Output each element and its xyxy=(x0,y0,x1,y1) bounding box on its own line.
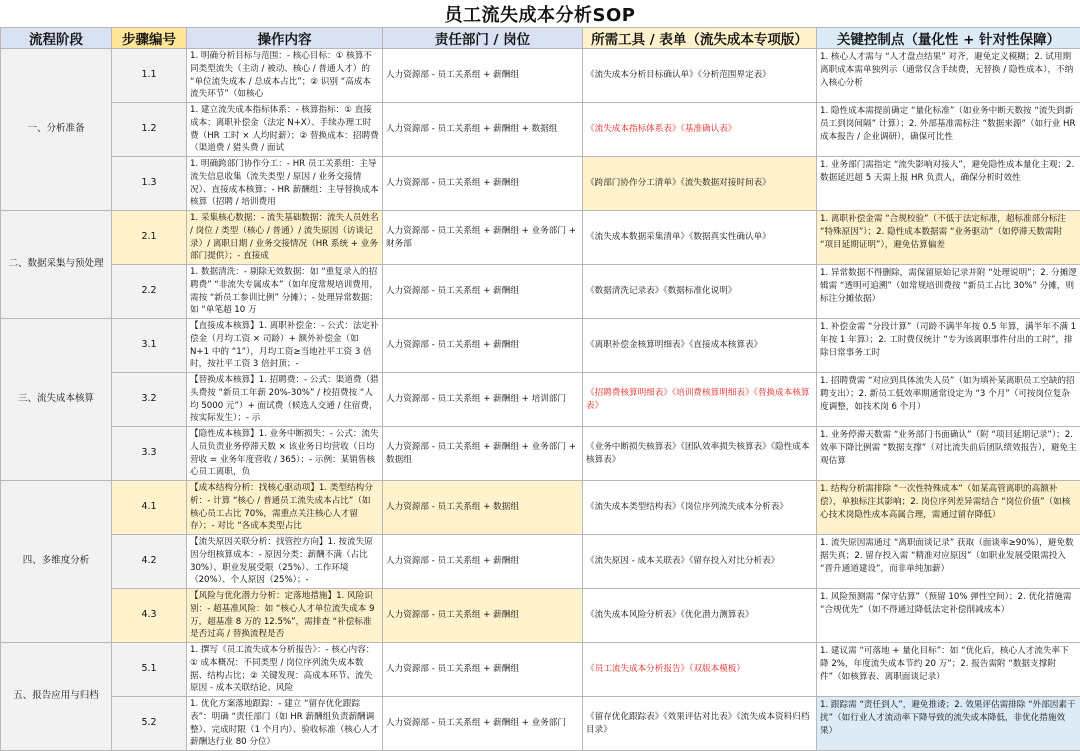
tools-cell[interactable]: 《招聘费核算明细表》《培训费核算明细表》《替换成本核算表》 xyxy=(583,373,817,427)
step-cell[interactable]: 5.1 xyxy=(112,643,187,697)
ctrl-text: 1. 异常数据不得删除，需保留原始记录并附 “处理说明”；2. 分摊逻辑需 “透明可追溯”（如常规培训费按 “新员工占比 30%” 分摊，则标注分摊依据） xyxy=(820,267,1077,318)
ctrl-text: 1. 业务停滞天数需 “业务部门书面确认”（附 “项目延期记录”）；2. 效率下降比例需 “数据支撑”（对比流失前后团队绩效报告），避免主观估算 xyxy=(820,429,1077,480)
op-text: 【流失原因关联分析：找管控方向】1. 按流失原因分组核算成本：- 原因分类：薪酬不满（占比 30%）、职业发展受限（25%）、工作环境（20%）、个人原因（25%）；- xyxy=(190,536,379,588)
ctrl-text: 1. 补偿金需 “分段计算”（司龄不满半年按 0.5 年算，满半年不满 1 年按 1 年算）；2. 工时费仅统计 “专为该离职事件付出的工时”，排除日常事务工时 xyxy=(820,321,1077,372)
header-tools[interactable]: 所需工具 / 表单（流失成本专项版） xyxy=(583,28,817,49)
table-row xyxy=(1,535,1080,589)
table-row xyxy=(1,157,1080,211)
op-text: 1. 撰写《员工流失成本分析报告》：- 核心内容：① 成本概况：不同类型 / 岗位序列流失成本数据、结构占比；② 关键发现：高成本环节、流失原因 - 成本关联结论、风险 xyxy=(190,644,379,696)
dept-cell[interactable]: 人力资源部 - 员工关系组 + 数据组 xyxy=(383,481,583,535)
op-cell[interactable] xyxy=(187,319,383,373)
ctrl-cell[interactable] xyxy=(817,103,1080,157)
header-step[interactable]: 步骤编号 xyxy=(112,28,187,49)
op-text: 【风险与优化潜力分析：定落地措施】1. 风险识别：- 超基准风险：如 “核心人才单位流失成本 9 万，超基准 8 万的 12.5%”，需排查 “补偿标准是否过高 / 替换流程是否 xyxy=(190,590,379,642)
tools-cell[interactable]: 《数据清洗记录表》《数据标准化说明》 xyxy=(583,265,817,319)
step-cell[interactable]: 2.1 xyxy=(112,211,187,265)
dept-cell[interactable]: 人力资源部 - 员工关系组 + 薪酬组 + 业务部门 xyxy=(383,697,583,751)
table-row xyxy=(1,373,1080,427)
ctrl-cell[interactable] xyxy=(817,697,1080,751)
header-ctrl[interactable]: 关键控制点（量化性 + 针对性保障） xyxy=(817,28,1080,49)
op-cell[interactable] xyxy=(187,427,383,481)
dept-cell[interactable]: 人力资源部 - 员工关系组 + 薪酬组 xyxy=(383,589,583,643)
ctrl-cell[interactable] xyxy=(817,157,1080,211)
dept-cell[interactable]: 人力资源部 - 员工关系组 + 薪酬组 + 培训部门 xyxy=(383,373,583,427)
ctrl-text: 1. 跟踪需 “责任到人”，避免推诿；2. 效果评估需排除 “外部因素干扰”（如行业人才流动率下降导致的流失成本降低，非优化措施效果） xyxy=(820,699,1077,750)
op-cell[interactable] xyxy=(187,589,383,643)
tools-cell[interactable]: 《流失原因 - 成本关联表》《留存投入对比分析表》 xyxy=(583,535,817,589)
ctrl-cell[interactable] xyxy=(817,373,1080,427)
op-cell[interactable] xyxy=(187,697,383,751)
stage-cell[interactable]: 三、流失成本核算 xyxy=(1,319,112,481)
op-cell[interactable] xyxy=(187,265,383,319)
op-cell[interactable] xyxy=(187,49,383,103)
ctrl-text: 1. 招聘费需 “对应到具体流失人员”（如为填补某离职员工空缺的招聘支出）；2. 新员工低效率期通常设定为 “3 个月”（可按岗位复杂度调整，如技术岗 6 个月） xyxy=(820,375,1077,426)
header-row xyxy=(1,28,1080,49)
ctrl-text: 1. 风险预测需 “保守估算”（预留 10% 弹性空间）；2. 优化措施需 “合规优先”（如不得通过降低法定补偿削减成本） xyxy=(820,591,1077,642)
ctrl-text: 1. 核心人才需与 “人才盘点结果” 对齐，避免定义模糊；2. 试用期离职成本需单独列示（通常仅含手续费，无替换 / 隐性成本），不纳入核心分析 xyxy=(820,51,1077,102)
step-cell[interactable]: 1.3 xyxy=(112,157,187,211)
op-cell[interactable] xyxy=(187,643,383,697)
ctrl-text: 1. 离职补偿金需 “合规校验”（不低于法定标准，超标准部分标注 “特殊原因”）；2. 隐性成本数据需 “业务驱动”（如停滞天数需附 “项目延期证明”），避免估算偏差 xyxy=(820,213,1077,264)
table-row xyxy=(1,481,1080,535)
op-text: 【隐性成本核算】1. 业务中断损失：- 公式：流失人员负责业务停滞天数 × 该业务日均营收（日均营收 = 业务年度营收 / 365）；- 示例：某销售核心员工离职，负 xyxy=(190,428,379,480)
ctrl-cell[interactable] xyxy=(817,319,1080,373)
stage-cell[interactable]: 四、多维度分析 xyxy=(1,481,112,643)
ctrl-cell[interactable] xyxy=(817,427,1080,481)
tools-cell[interactable]: 《流失成本分析目标确认单》《分析范围界定表》 xyxy=(583,49,817,103)
op-cell[interactable] xyxy=(187,211,383,265)
table-row xyxy=(1,427,1080,481)
table-row xyxy=(1,643,1080,697)
table-row xyxy=(1,319,1080,373)
ctrl-text: 1. 业务部门需指定 “流失影响对接人”，避免隐性成本量化主观；2. 数据延迟超 5 天需上报 HR 负责人，确保分析时效性 xyxy=(820,159,1077,210)
header-stage[interactable]: 流程阶段 xyxy=(1,28,112,49)
tools-cell[interactable]: 《留存优化跟踪表》《效果评估对比表》《流失成本资料归档目录》 xyxy=(583,697,817,751)
op-cell[interactable] xyxy=(187,481,383,535)
ctrl-text: 1. 建议需 “可落地 + 量化目标”：如 “优化后，核心人才流失率下降 2%，年度流失成本节约 20 万”；2. 报告需附 “数据支撑附件”（如核算表、离职面谈记录） xyxy=(820,645,1077,696)
step-cell[interactable]: 3.2 xyxy=(112,373,187,427)
step-cell[interactable]: 4.1 xyxy=(112,481,187,535)
step-cell[interactable]: 4.3 xyxy=(112,589,187,643)
tools-cell[interactable]: 《跨部门协作分工清单》《流失数据对接时间表》 xyxy=(583,157,817,211)
stage-cell[interactable]: 五、报告应用与归档 xyxy=(1,643,112,751)
op-text: 1. 优化方案落地跟踪：- 建立 “留存优化跟踪表”：明确 “责任部门（如 HR 薪酬组负责薪酬调整）、完成时限（1 个月内）、验收标准（核心人才薪酬达行业 80 分位） xyxy=(190,698,379,750)
ctrl-cell[interactable] xyxy=(817,535,1080,589)
op-text: 【直接成本核算】1. 离职补偿金：- 公式：法定补偿金（月均工资 × 司龄）+ 额外补偿金（如 N+1 中的 “1”），月均工资≥当地社平工资 3 倍时，按社平工资 3 倍封顶；- xyxy=(190,320,379,372)
stage-cell[interactable]: 一、分析准备 xyxy=(1,49,112,211)
table-row xyxy=(1,211,1080,265)
step-cell[interactable]: 1.2 xyxy=(112,103,187,157)
step-cell[interactable]: 5.2 xyxy=(112,697,187,751)
op-text: 【替换成本核算】1. 招聘费：- 公式：渠道费（猎头费按 “新员工年薪 20%-30%” / 校招费按 “人均 5000 元”）+ 面试费（候选人交通 / 住宿费，按实际发生）；- 示 xyxy=(190,374,379,426)
dept-cell[interactable]: 人力资源部 - 员工关系组 + 薪酬组 + 业务部门 + 数据组 xyxy=(383,427,583,481)
ctrl-cell[interactable] xyxy=(817,643,1080,697)
tools-cell[interactable]: 《业务中断损失核算表》《团队效率损失核算表》《隐性成本核算表》 xyxy=(583,427,817,481)
tools-cell[interactable]: 《流失成本指标体系表》《基准确认表》 xyxy=(583,103,817,157)
op-text: 1. 数据清洗：- 剔除无效数据：如 “重复录入的招聘费” “非流失专属成本”（如年度常规培训费用，需按 “新员工参训比例” 分摊）；- 处理异常数据：如 “单笔超 10 万 xyxy=(190,266,379,318)
step-cell[interactable]: 2.2 xyxy=(112,265,187,319)
tools-cell[interactable]: 《流失成本数据采集清单》《数据真实性确认单》 xyxy=(583,211,817,265)
op-text: 1. 建立流失成本指标体系：- 核算指标：① 直接成本：离职补偿金（法定 N+X）、手续办理工时费（HR 工时 × 人均时薪）；② 替换成本：招聘费（渠道费 / 猎头费 / 面试 xyxy=(190,104,379,156)
tools-cell[interactable]: 《流失成本类型结构表》《岗位序列流失成本分析表》 xyxy=(583,481,817,535)
table-row xyxy=(1,589,1080,643)
header-dept[interactable]: 责任部门 / 岗位 xyxy=(383,28,583,49)
tools-cell[interactable]: 《离职补偿金核算明细表》《直接成本核算表》 xyxy=(583,319,817,373)
table-row xyxy=(1,49,1080,103)
dept-cell[interactable]: 人力资源部 - 员工关系组 + 薪酬组 xyxy=(383,49,583,103)
ctrl-cell[interactable] xyxy=(817,211,1080,265)
op-cell[interactable] xyxy=(187,373,383,427)
table-row xyxy=(1,103,1080,157)
step-cell[interactable]: 3.1 xyxy=(112,319,187,373)
table-row xyxy=(1,265,1080,319)
op-text: 【成本结构分析：找核心驱动项】1. 类型结构分析：- 计算 “核心 / 普通员工流失成本占比”（如核心员工占比 70%，需重点关注核心人才留存）；- 对比 “各成本类型占比 xyxy=(190,482,379,534)
dept-cell[interactable]: 人力资源部 - 员工关系组 + 薪酬组 xyxy=(383,319,583,373)
ctrl-text: 1. 隐性成本需提前确定 “量化标准”（如业务中断天数按 “流失到新员工到岗间隔” 计算）；2. 外部基准需标注 “数据来源”（如行业 HR 成本报告 / 企业调研），确保可比性 xyxy=(820,105,1077,156)
ctrl-cell[interactable] xyxy=(817,589,1080,643)
dept-cell[interactable]: 人力资源部 - 员工关系组 + 薪酬组 xyxy=(383,265,583,319)
step-cell[interactable]: 3.3 xyxy=(112,427,187,481)
stage-cell[interactable]: 二、数据采集与预处理 xyxy=(1,211,112,319)
op-cell[interactable] xyxy=(187,103,383,157)
dept-cell[interactable]: 人力资源部 - 员工关系组 + 薪酬组 xyxy=(383,643,583,697)
op-cell[interactable] xyxy=(187,157,383,211)
ctrl-cell[interactable] xyxy=(817,481,1080,535)
ctrl-cell[interactable] xyxy=(817,265,1080,319)
dept-cell[interactable]: 人力资源部 - 员工关系组 + 薪酬组 xyxy=(383,157,583,211)
step-cell[interactable]: 4.2 xyxy=(112,535,187,589)
op-text: 1. 明确跨部门协作分工：- HR 员工关系组：主导流失信息收集（流失类型 / 原因 / 业务交接情况）、直接成本核算；- HR 薪酬组：主导替换成本核算（招聘 / 培训费用 xyxy=(190,158,379,210)
ctrl-text: 1. 流失原因需通过 “离职面谈记录” 获取（面谈率≥90%），避免数据失真；2. 留存投入需 “精准对应原因”（如职业发展受限需投入 “晋升通道建设”，而非单纯加薪） xyxy=(820,537,1077,588)
dept-cell[interactable]: 人力资源部 - 员工关系组 + 薪酬组 + 业务部门 + 财务部 xyxy=(383,211,583,265)
page-title: 员工流失成本分析SOP xyxy=(0,0,1080,27)
step-cell[interactable]: 1.1 xyxy=(112,49,187,103)
ctrl-text: 1. 结构分析需排除 “一次性特殊成本”（如某高管离职的高额补偿），单独标注其影响；2. 岗位序列差异需结合 “岗位价值”（如核心技术岗隐性成本高属合理，需通过留存降低） xyxy=(820,483,1077,534)
tools-cell[interactable]: 《员工流失成本分析报告》（双版本模板） xyxy=(583,643,817,697)
op-text: 1. 采集核心数据：- 流失基础数据：流失人员姓名 / 岗位 / 类型（核心 / 普通）/ 流失原因（访谈记录）/ 离职日期 / 业务交接情况（HR 系统 + 业务部门提供）；- 直接成 xyxy=(190,212,379,264)
table-row xyxy=(1,697,1080,751)
header-op[interactable]: 操作内容 xyxy=(187,28,383,49)
ctrl-cell[interactable] xyxy=(817,49,1080,103)
dept-cell[interactable]: 人力资源部 - 员工关系组 + 薪酬组 xyxy=(383,535,583,589)
op-cell[interactable] xyxy=(187,535,383,589)
op-text: 1. 明确分析目标与范围：- 核心目标：① 核算不同类型流失（主动 / 被动、核心 / 普通人才）的 “单位流失成本 / 总成本占比”；② 识别 “高成本流失环节”（如核心 xyxy=(190,50,379,102)
dept-cell[interactable]: 人力资源部 - 员工关系组 + 薪酬组 + 数据组 xyxy=(383,103,583,157)
sop-table xyxy=(0,27,1080,751)
tools-cell[interactable]: 《流失成本风险分析表》《优化潜力测算表》 xyxy=(583,589,817,643)
